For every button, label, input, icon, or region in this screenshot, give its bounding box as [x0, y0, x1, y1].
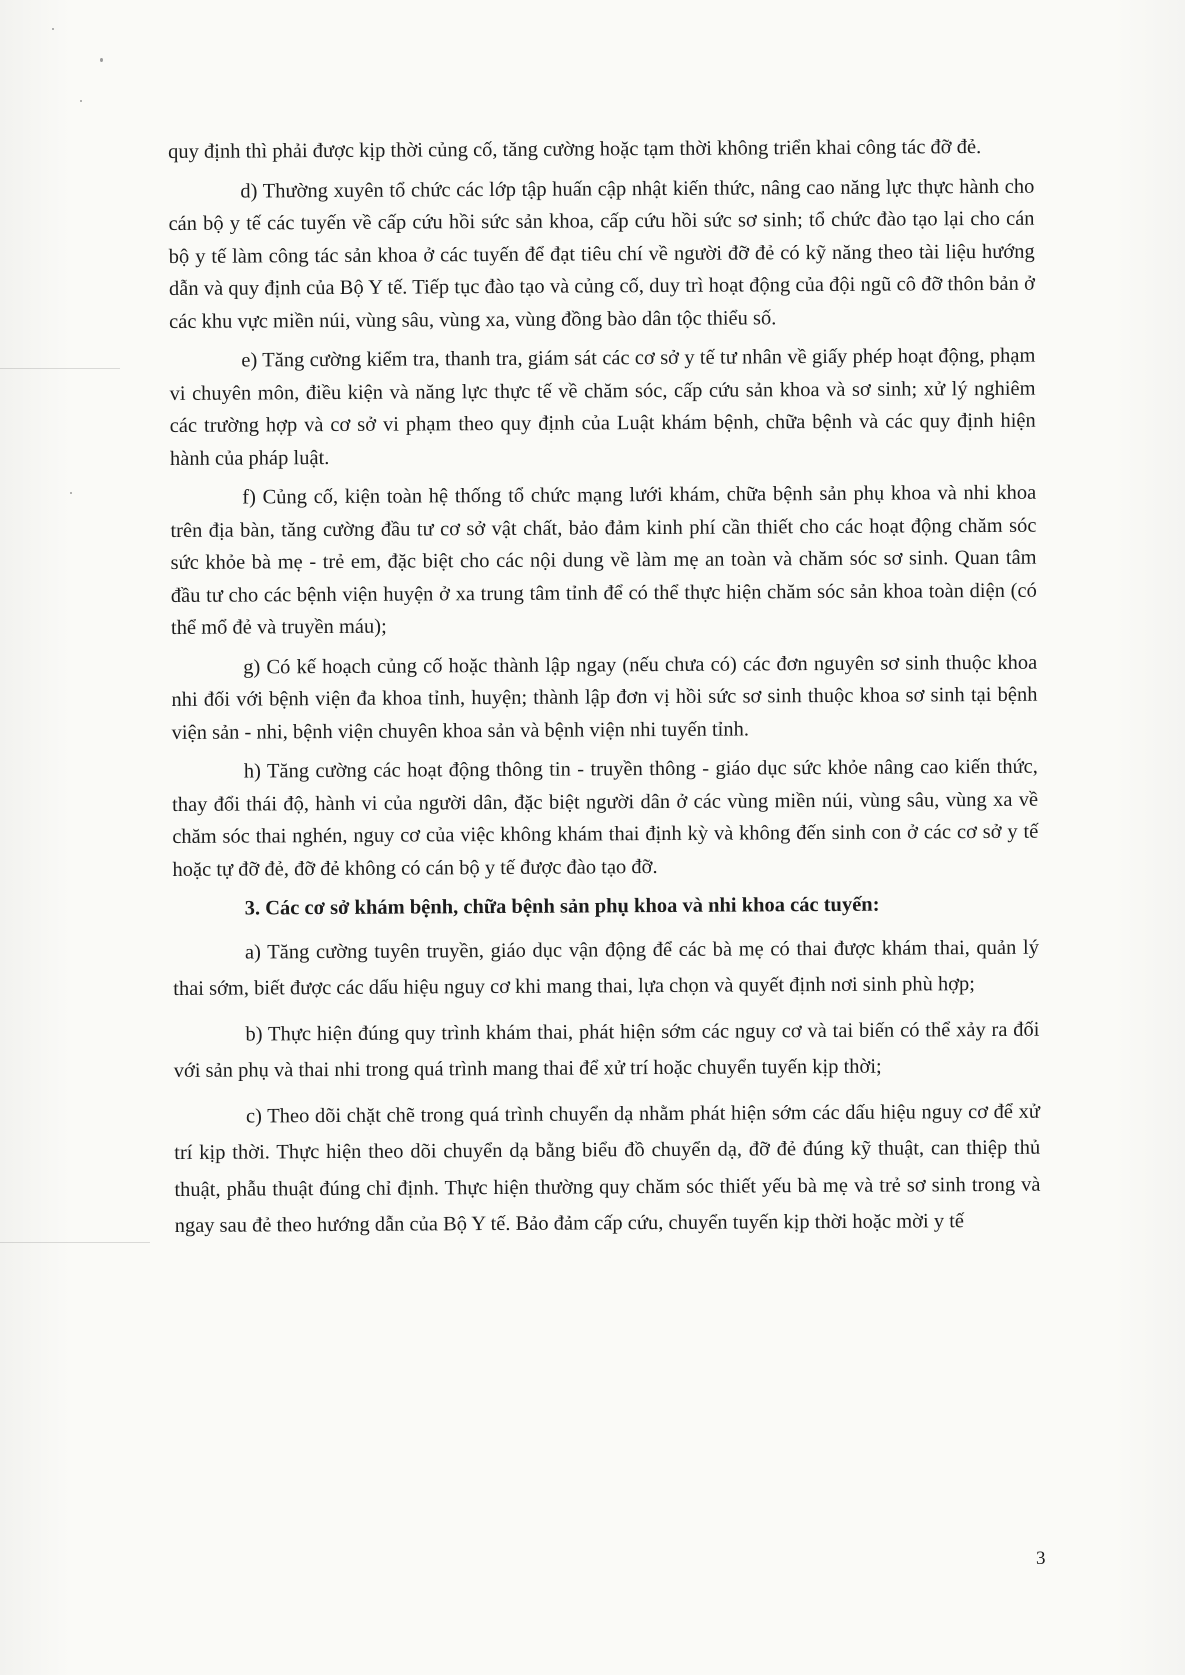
scan-speck	[52, 28, 54, 30]
paragraph-continuation: quy định thì phải được kịp thời củng cố, tăng cường hoặc tạm thời không triển khai công tác đỡ đẻ.	[168, 136, 982, 163]
scan-speck	[100, 58, 103, 62]
scan-speck	[80, 100, 82, 102]
scan-artifact-line	[0, 1242, 150, 1243]
section-heading-3: 3. Các cơ sở khám bệnh, chữa bệnh sản phụ khoa và nhi khoa các tuyến:	[244, 893, 880, 920]
page-number: 3	[1036, 1548, 1046, 1569]
paragraph-item-c: c) Theo dõi chặt chẽ trong quá trình chuyển dạ nhằm phát hiện sớm các dấu hiệu nguy cơ để xử trí kịp thời. Thực hiện theo dõi chuyển dạ bằng biểu đồ chuyển dạ, đỡ đẻ đúng kỹ thuật, can thiệp thủ thuật, phẫu thuật đúng chỉ định. Thực hiện thường quy chăm sóc thiết yếu bà mẹ và trẻ sơ sinh trong và ngay sau đẻ theo hướng dẫn của Bộ Y tế. Bảo đảm cấp cứu, chuyển tuyến kịp thời hoặc mời y tế	[174, 1100, 1041, 1237]
paragraph-item-g: g) Có kế hoạch củng cố hoặc thành lập ngay (nếu chưa có) các đơn nguyên sơ sinh thuộc khoa nhi đối với bệnh viện đa khoa tỉnh, huyện; thành lập đơn vị hồi sức sơ sinh thuộc khoa sơ sinh tại bệnh viện sản - nhi, bệnh viện chuyên khoa sản và bệnh viện nhi tuyến tỉnh.	[171, 651, 1038, 744]
paragraph-item-h: h) Tăng cường các hoạt động thông tin - truyền thông - giáo dục sức khỏe nâng cao kiến thức, thay đổi thái độ, hành vi của người dân, đặc biệt người dân ở các vùng miền núi, vùng sâu, vùng xa về chăm sóc thai nghén, nguy cơ của việc không khám thai định kỳ và không đến sinh con ở các cơ sở y tế hoặc tự đỡ đẻ, đỡ đẻ không có cán bộ y tế được đào tạo đỡ.	[172, 755, 1039, 881]
scan-artifact-line	[0, 368, 120, 369]
scan-speck	[70, 492, 72, 494]
paragraph-item-f: f) Củng cố, kiện toàn hệ thống tổ chức mạng lưới khám, chữa bệnh sản phụ khoa và nhi khoa trên địa bàn, tăng cường đầu tư cơ sở vật chất, bảo đảm kinh phí cần thiết cho các hoạt động chăm sóc sức khỏe bà mẹ - trẻ em, đặc biệt cho các nội dung về làm mẹ an toàn và chăm sóc sơ sinh. Quan tâm đầu tư cho các bệnh viện huyện ở xa trung tâm tỉnh để có thể thực hiện chăm sóc sản khoa toàn diện (có thể mổ đẻ và truyền máu);	[170, 481, 1037, 639]
paragraph-item-a: a) Tăng cường tuyên truyền, giáo dục vận động để các bà mẹ có thai được khám thai, quản lý thai sớm, biết được các dấu hiệu nguy cơ khi mang thai, lựa chọn và quyết định nơi sinh phù hợp;	[173, 936, 1040, 1000]
document-body	[168, 131, 1041, 1245]
paragraph-item-e: e) Tăng cường kiểm tra, thanh tra, giám sát các cơ sở y tế tư nhân về giấy phép hoạt động, phạm vi chuyên môn, điều kiện và năng lực thực tế về chăm sóc, cấp cứu sản khoa và sơ sinh; xử lý nghiêm các trường hợp và cơ sở vi phạm theo quy định của Luật khám bệnh, chữa bệnh và các quy định hiện hành của pháp luật.	[169, 344, 1036, 470]
paragraph-item-b: b) Thực hiện đúng quy trình khám thai, phát hiện sớm các nguy cơ và tai biến có thể xảy ra đối với sản phụ và thai nhi trong quá trình mang thai để xử trí hoặc chuyển tuyến kịp thời;	[173, 1018, 1040, 1082]
paragraph-item-d: d) Thường xuyên tổ chức các lớp tập huấn cập nhật kiến thức, nâng cao năng lực thực hành cho cán bộ y tế các tuyến về cấp cứu hồi sức sản khoa, cấp cứu hồi sức sơ sinh; tổ chức đào tạo lại cho cán bộ y tế làm công tác sản khoa ở các tuyến để đạt tiêu chí về người đỡ đẻ có kỹ năng theo tài liệu hướng dẫn và quy định của Bộ Y tế. Tiếp tục đào tạo và củng cố, duy trì hoạt động của đội ngũ cô đỡ thôn bản ở các khu vực miền núi, vùng sâu, vùng xa, vùng đồng bào dân tộc thiểu số.	[168, 175, 1035, 333]
